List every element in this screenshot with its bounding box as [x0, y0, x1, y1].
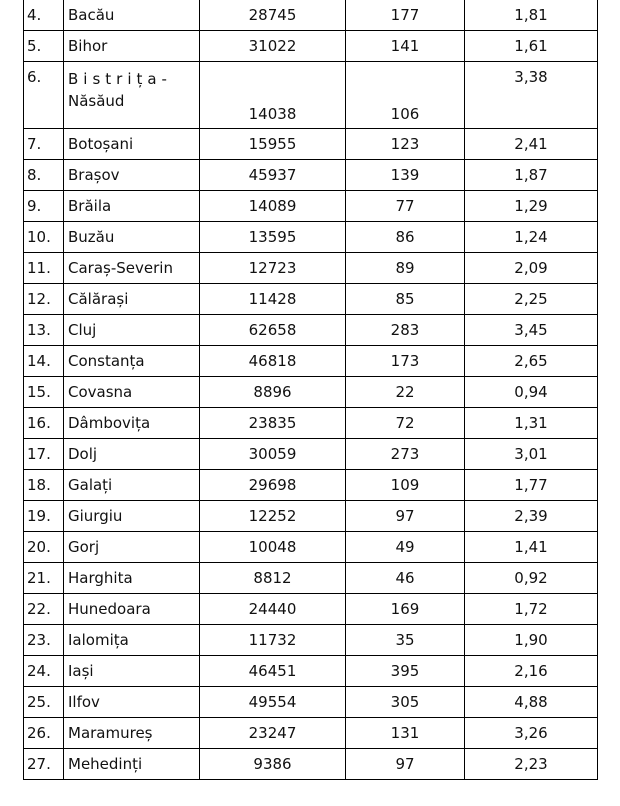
value-col-2: 169 [346, 594, 465, 625]
row-number: 16. [24, 408, 64, 439]
county-name: Brăila [64, 191, 200, 222]
table-row [24, 687, 598, 718]
value-col-3: 2,16 [465, 656, 598, 687]
value-col-3: 1,29 [465, 191, 598, 222]
table-row [24, 315, 598, 346]
table-row [24, 594, 598, 625]
value-col-2: 35 [346, 625, 465, 656]
value-col-2: 305 [346, 687, 465, 718]
row-number: 10. [24, 222, 64, 253]
value-col-1: 45937 [200, 160, 346, 191]
value-col-2: 46 [346, 563, 465, 594]
value-col-1: 14089 [200, 191, 346, 222]
value-col-2: 22 [346, 377, 465, 408]
value-col-1: 28745 [200, 0, 346, 31]
county-name: Buzău [64, 222, 200, 253]
value-col-3: 1,61 [465, 31, 598, 62]
county-name: Giurgiu [64, 501, 200, 532]
value-col-3: 1,77 [465, 470, 598, 501]
value-col-1: 24440 [200, 594, 346, 625]
county-name: Ialomița [64, 625, 200, 656]
value-col-3: 4,88 [465, 687, 598, 718]
table-row [24, 31, 598, 62]
row-number: 27. [24, 749, 64, 780]
county-name: Galați [64, 470, 200, 501]
table-row [24, 346, 598, 377]
value-col-3: 3,45 [465, 315, 598, 346]
table-row [24, 501, 598, 532]
table-row [24, 160, 598, 191]
value-col-2: 131 [346, 718, 465, 749]
value-col-3: 1,90 [465, 625, 598, 656]
value-col-3: 1,24 [465, 222, 598, 253]
county-name: Covasna [64, 377, 200, 408]
row-number: 4. [24, 0, 64, 31]
table-row [24, 470, 598, 501]
value-col-3: 0,94 [465, 377, 598, 408]
value-col-3: 3,26 [465, 718, 598, 749]
value-col-3: 2,65 [465, 346, 598, 377]
county-name: Maramureș [64, 718, 200, 749]
value-col-3: 2,25 [465, 284, 598, 315]
value-col-1: 12723 [200, 253, 346, 284]
table-row [24, 129, 598, 160]
table-row [24, 284, 598, 315]
county-name: Gorj [64, 532, 200, 563]
row-number: 20. [24, 532, 64, 563]
county-name: Bihor [64, 31, 200, 62]
value-col-3: 2,09 [465, 253, 598, 284]
county-name-line-1: Bistrița- [68, 70, 172, 88]
value-col-1: 12252 [200, 501, 346, 532]
table-row [24, 377, 598, 408]
value-col-2: 395 [346, 656, 465, 687]
value-col-1: 23835 [200, 408, 346, 439]
row-number: 23. [24, 625, 64, 656]
table-row [24, 718, 598, 749]
value-col-2: 283 [346, 315, 465, 346]
row-number: 8. [24, 160, 64, 191]
table-row [24, 749, 598, 780]
row-number: 22. [24, 594, 64, 625]
value-col-2: 72 [346, 408, 465, 439]
row-number: 13. [24, 315, 64, 346]
table-row [24, 563, 598, 594]
row-number: 24. [24, 656, 64, 687]
value-col-2: 97 [346, 501, 465, 532]
table-row [24, 222, 598, 253]
value-col-3: 1,81 [465, 0, 598, 31]
county-name-line-2: Năsăud [68, 92, 125, 110]
row-number: 25. [24, 687, 64, 718]
county-name: Botoșani [64, 129, 200, 160]
value-col-3: 1,72 [465, 594, 598, 625]
row-number: 17. [24, 439, 64, 470]
value-col-2: 77 [346, 191, 465, 222]
row-number: 6. [24, 62, 64, 129]
value-col-1: 14038 [200, 62, 346, 129]
table-row [24, 62, 598, 129]
county-name: Caraș-Severin [64, 253, 200, 284]
value-col-2: 106 [346, 62, 465, 129]
table-row [24, 439, 598, 470]
value-col-1: 8812 [200, 563, 346, 594]
value-col-1: 11732 [200, 625, 346, 656]
county-name: Brașov [64, 160, 200, 191]
row-number: 5. [24, 31, 64, 62]
value-col-1: 62658 [200, 315, 346, 346]
county-name: Cluj [64, 315, 200, 346]
row-number: 26. [24, 718, 64, 749]
row-number: 12. [24, 284, 64, 315]
value-col-1: 10048 [200, 532, 346, 563]
row-number: 21. [24, 563, 64, 594]
table-row [24, 625, 598, 656]
county-name: Hunedoara [64, 594, 200, 625]
county-name: Harghita [64, 563, 200, 594]
value-col-3: 3,38 [465, 62, 598, 129]
value-col-1: 31022 [200, 31, 346, 62]
value-col-2: 109 [346, 470, 465, 501]
table-row [24, 408, 598, 439]
value-col-2: 173 [346, 346, 465, 377]
table-row [24, 253, 598, 284]
county-name [64, 62, 200, 129]
row-number: 14. [24, 346, 64, 377]
value-col-3: 1,87 [465, 160, 598, 191]
value-col-2: 123 [346, 129, 465, 160]
value-col-3: 0,92 [465, 563, 598, 594]
county-name: Ilfov [64, 687, 200, 718]
value-col-1: 15955 [200, 129, 346, 160]
county-data-table [23, 0, 598, 780]
value-col-1: 13595 [200, 222, 346, 253]
value-col-2: 139 [346, 160, 465, 191]
value-col-1: 23247 [200, 718, 346, 749]
value-col-3: 1,41 [465, 532, 598, 563]
value-col-1: 8896 [200, 377, 346, 408]
row-number: 19. [24, 501, 64, 532]
value-col-3: 2,23 [465, 749, 598, 780]
value-col-1: 9386 [200, 749, 346, 780]
county-name: Mehedinți [64, 749, 200, 780]
table-row [24, 0, 598, 31]
value-col-1: 46818 [200, 346, 346, 377]
value-col-1: 30059 [200, 439, 346, 470]
value-col-1: 11428 [200, 284, 346, 315]
county-name: Bacău [64, 0, 200, 31]
table-row [24, 191, 598, 222]
value-col-2: 49 [346, 532, 465, 563]
row-number: 11. [24, 253, 64, 284]
value-col-1: 46451 [200, 656, 346, 687]
value-col-2: 141 [346, 31, 465, 62]
value-col-3: 2,39 [465, 501, 598, 532]
value-col-2: 86 [346, 222, 465, 253]
value-col-2: 85 [346, 284, 465, 315]
value-col-2: 97 [346, 749, 465, 780]
row-number: 18. [24, 470, 64, 501]
row-number: 9. [24, 191, 64, 222]
county-name: Călărași [64, 284, 200, 315]
table-row [24, 656, 598, 687]
value-col-1: 49554 [200, 687, 346, 718]
value-col-3: 1,31 [465, 408, 598, 439]
row-number: 7. [24, 129, 64, 160]
value-col-1: 29698 [200, 470, 346, 501]
table-row [24, 532, 598, 563]
row-number: 15. [24, 377, 64, 408]
county-name: Constanța [64, 346, 200, 377]
county-name: Dolj [64, 439, 200, 470]
value-col-3: 3,01 [465, 439, 598, 470]
county-name: Dâmbovița [64, 408, 200, 439]
value-col-2: 273 [346, 439, 465, 470]
value-col-2: 89 [346, 253, 465, 284]
value-col-2: 177 [346, 0, 465, 31]
county-name: Iași [64, 656, 200, 687]
value-col-3: 2,41 [465, 129, 598, 160]
